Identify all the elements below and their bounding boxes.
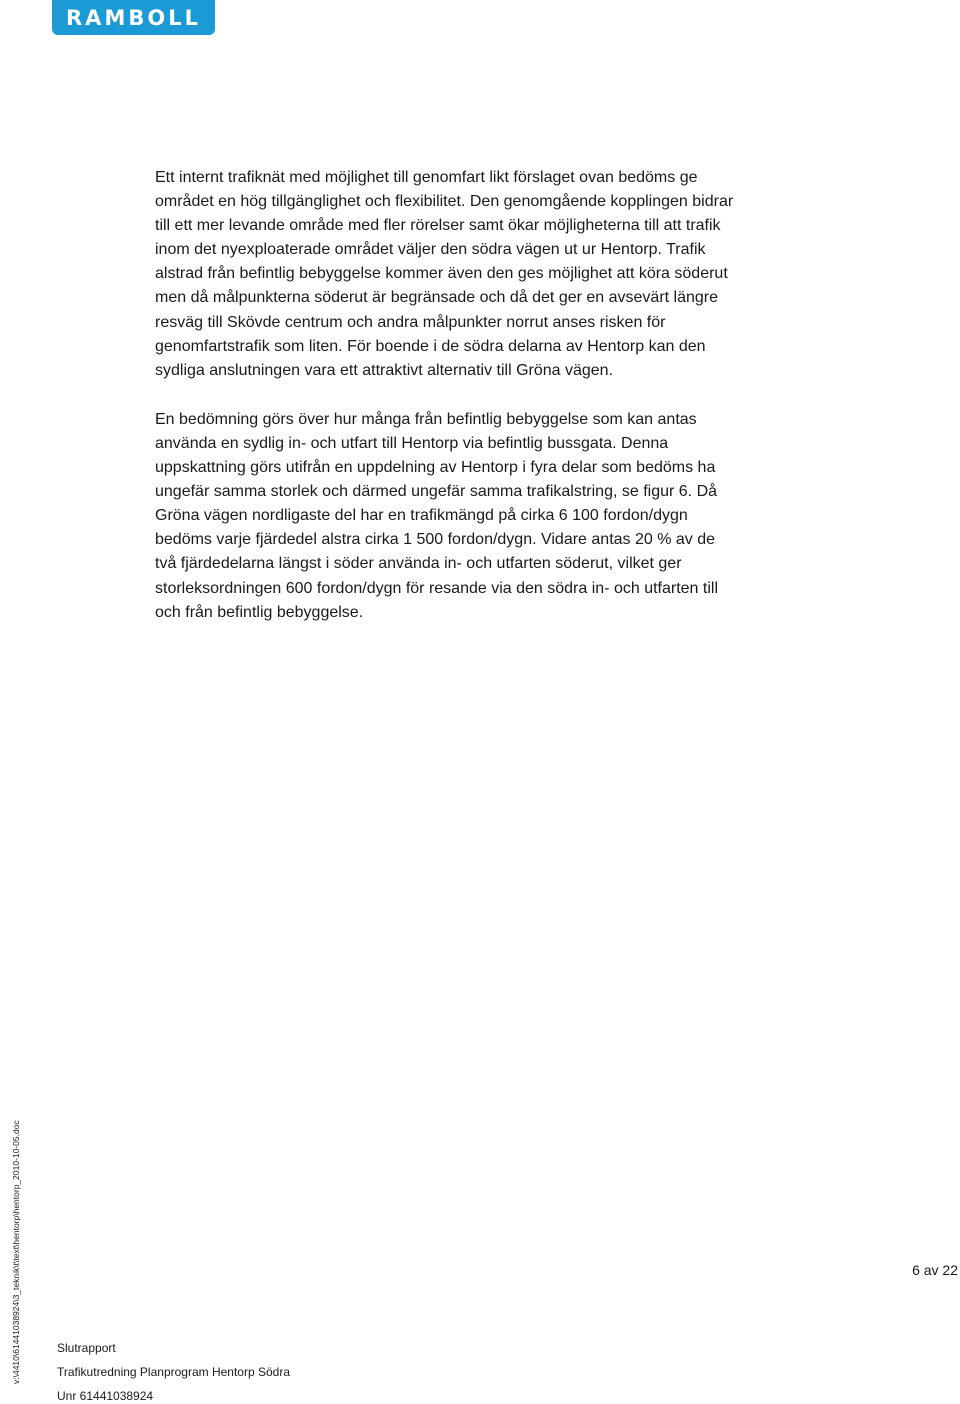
page-number: 6 av 22 (912, 1262, 958, 1278)
paragraph-traffic-assessment: En bedömning görs över hur många från befintlig bebyggelse som kan antas använda en sydlig in- och utfart till Hentorp via befintlig bussgata. Denna uppskattning görs utifrån en uppdelning av Hentorp i fyra delar som bedöms ha ungefär samma storlek och därmed ungefär samma trafikalstring, se figur 6. Då Gröna vägen nordligaste del har en trafikmängd på cirka 6 100 fordon/dygn bedöms varje fjärdedel alstra cirka 1 500 fordon/dygn. Vidare antas 20 % av de två fjärdedelarna längst i söder använda in- och utfarten söderut, vilket ger storleksordningen 600 fordon/dygn för resande via den södra in- och utfarten till och från befintlig bebyggelse. (155, 410, 719, 621)
footer-report-type: Slutrapport (57, 1341, 116, 1355)
document-file-path: v:\4410\61441038924\3_teknik\t\text\hentorp\hentorp_2010-10-05.doc (11, 1120, 21, 1384)
logo-text: RAMBOLL (66, 6, 201, 30)
document-body (155, 166, 845, 625)
footer-report-title: Trafikutredning Planprogram Hentorp Södra (57, 1365, 291, 1379)
footer-project-number: Unr 61441038924 (57, 1389, 154, 1403)
paragraph-internal-traffic-network: Ett internt trafiknät med möjlighet till genomfart likt förslaget ovan bedöms ge området en hög tillgänglighet och flexibilitet. Den genomgående kopplingen bidrar till ett mer levande område med fler rörelser samt ökar möjligheterna till att trafik inom det nyexploaterade området väljer den södra vägen ut ur Hentorp. Trafik alstrad från befintlig bebyggelse kommer även den ges möjlighet att köra söderut men då målpunkterna söderut är begränsade och då det ger en avsevärt längre resväg till Skövde centrum och andra målpunkter norrut anses risken för genomfartstrafik som liten. För boende i de södra delarna av Hentorp kan den sydliga anslutningen vara ett attraktivt alternativ till Gröna vägen. (155, 169, 734, 379)
ramboll-logo (52, 0, 215, 35)
